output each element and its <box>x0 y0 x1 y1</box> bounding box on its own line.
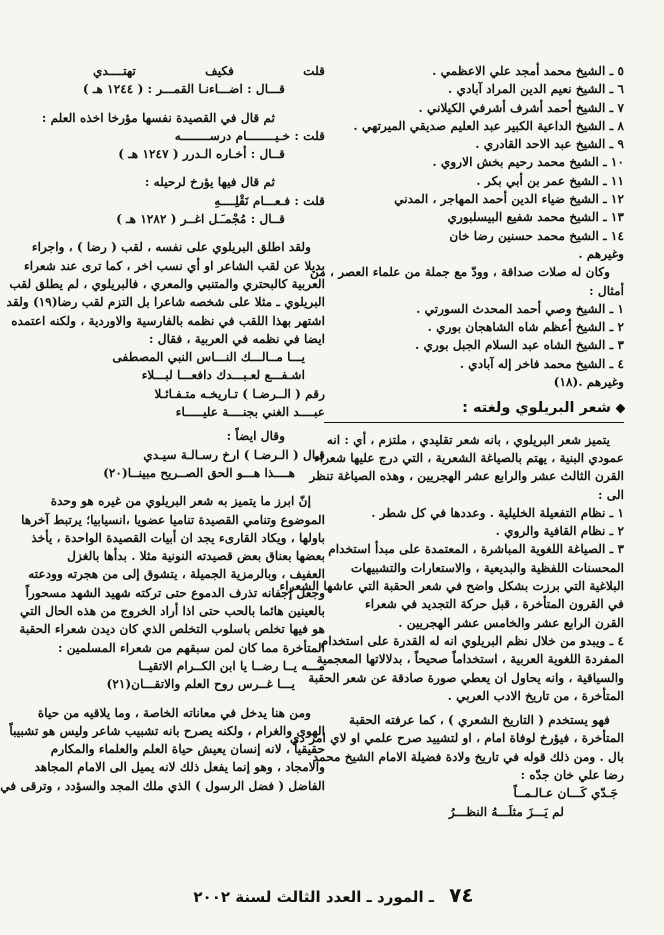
paragraph-line: المحسنات اللفظية والبديعية ، والاستعارات والتشبيهات <box>350 560 624 575</box>
paragraph-line: المتأخرة مما كان لمن سبقهم من شعراء المسلمين : <box>58 640 325 655</box>
paragraph-line: ثم قال في القصيدة نفسها مؤرخا اخذه العلم : <box>41 110 275 125</box>
section-title: شعر البريلوي ولغته : <box>462 400 611 417</box>
verse-block <box>33 348 325 421</box>
list-item: وغيرهم .(١٨) <box>553 375 624 390</box>
paragraph-line: ولقد اطلق البريلوي على نفسه ، لقب ( رضا ) ، واجراء <box>31 240 311 255</box>
paragraph-line: ومن هنا يدخل في معاناته الخاصة ، وما يلاقيه من حياة <box>37 705 311 720</box>
verse-block <box>324 784 624 821</box>
verse-line: هــــذا هـــو الحق الصــريح مبينــا(٢٠) <box>103 465 295 480</box>
paragraph-line: إنّ ابرز ما يتميز به شعر البريلوي من غيره هو وحدة <box>50 494 311 509</box>
verse-line: يـــا مــالـــك النـــاس النبي المصطفى <box>112 350 305 365</box>
verse-line: قلت : خـيــــــــام درســــــــه <box>174 128 325 143</box>
paragraph-line: ثم قال فيها يؤرخ لرحيله : <box>144 175 275 190</box>
paragraph-line: المتأخرة ، من تاريخ الادب العربي . <box>447 688 624 703</box>
list-item: ٢ ـ الشيخ أعظم شاه الشاهجان بوري . <box>427 320 624 335</box>
paragraph-line: الفاضل ( فضل الرسول ) الذي ملك المجد والسؤدد ، وترقى في <box>0 778 325 793</box>
left-column <box>0 62 325 795</box>
verse-line: مـــه يــا رضــا يا ابن الكــرام الاتقيــا <box>138 658 325 673</box>
paragraph-line: بعضها بعناق بعض قصيدته النونية مثلا . بدأها بالغزل <box>67 549 325 564</box>
verse-block <box>33 446 325 483</box>
paragraph-line: فهو يستخدم ( التاريخ الشعري ) ، كما عرفته الحقبة <box>349 713 610 728</box>
paragraph-line: وقال ايضاً : <box>226 429 285 444</box>
paragraph-line: هو فيها تخلص باسلوب التخلص الذي كان ديدن شعراء الحقبة <box>19 622 325 637</box>
verse-word: تهتــــدي <box>93 64 136 78</box>
verse-line: يـــا غــرس روح العلم والاتقـــان(٢١) <box>106 677 295 692</box>
list-item: ٦ ـ الشيخ نعيم الدين المراد آبادي . <box>448 82 624 97</box>
verse-line: رقم ( الــرضـا ) تـاريخـه متـفـائـلا <box>154 386 325 401</box>
paragraph-line: الى : <box>598 487 624 502</box>
paragraph-line: العربية كالبحتري والمتنبي والمعري ، فالبريلوي ، لم يطلق لقب <box>9 276 325 291</box>
paragraph-line: بالعينين هائما بالحب حتى اذا أراد الخروج من هذه الحال التي <box>20 604 325 619</box>
paragraph-line: أمثال : <box>589 283 624 298</box>
list-item: ٣ ـ الشيخ الشاه عبد السلام الجبل بوري . <box>414 338 624 353</box>
verse-line: قــال : مُجْمـَـل اغــر ( ١٢٨٢ هـ ) <box>116 212 285 227</box>
list-item: ١٤ ـ الشيخ محمد حسنين رضا خان <box>449 228 624 243</box>
paragraph-line: اشتهر بهذا اللقب في نظمه بالفارسية والاوردية ، ولكنه اعتمده <box>11 313 325 328</box>
list-item: ٥ ـ الشيخ محمد أمجد علي الاعظمي . <box>432 64 624 78</box>
list-item: ٨ ـ الشيخ الداعية الكبير عبد العليم صديقي الميرتهي . <box>353 118 624 133</box>
list-item: ٤ ـ ويبدو من خلال نظم البريلوي انه له القدرة على استخدام <box>320 633 624 648</box>
list-item: ٧ ـ الشيخ أحمد أشرف أشرفي الكيلاني . <box>418 100 624 115</box>
disciples-list <box>324 62 624 263</box>
verse-line: قــال : أخـاره الـدرر ( ١٢٤٧ هـ ) <box>118 147 285 162</box>
paragraph-line: والامجاد ، وهو إنما يفعل ذلك لانه يميل الى الامام المجاهد <box>34 760 325 775</box>
verse-line: قلت : فـعـــام نَقْلِــــهِ <box>214 193 325 208</box>
paragraph <box>19 492 325 657</box>
paragraph-line: المتأخرة ، فيؤرخ لوفاة امام ، او لتشييد صرح علمي او لاي امر ذي <box>290 731 624 746</box>
list-item: ١ ـ نظام التفعيلة الخليلية . وعددها في كل شطر . <box>371 505 624 520</box>
paragraph-line: في القرون المتأخرة ، قبل حركة التجديد في شعراء <box>365 597 624 612</box>
list-item: ١٣ ـ الشيخ محمد شفيع البيسلبوري <box>447 210 624 225</box>
paragraph-line: حقيقياً ، لانه إنسان يعيش حياة العلم والعلماء والمكارم <box>50 742 325 757</box>
paragraph-line: البلاغية التي برزت بشكل واضح في شعر الحقبة التي عاشها الشعراء <box>279 579 624 594</box>
verse-word: فكيف <box>205 64 234 78</box>
paragraph-line: باولها ، ويكاد القارىء يجد ان أبيات القصيدة الواحدة ، يأخذ <box>31 530 325 545</box>
verse-word: قلت <box>303 64 325 78</box>
list-item: ١٠ ـ الشيخ محمد رحيم بخش الاروي . <box>432 155 624 170</box>
paragraph <box>309 431 624 504</box>
verse-line: اشـفـــع لعـبـــدك دافعـــا لبـــلاء <box>141 368 305 383</box>
paragraph-line: والسياقية ، وانه يحاول ان يعطي صورة صادقة عن شعر الحقبة <box>308 670 624 685</box>
verse-line: جَـدّي كَـــان عـالـمــاً <box>513 786 618 801</box>
list-item: ٣ ـ الصياغة اللغوية المباشرة ، المعتمدة على مبدأ استخدام <box>328 542 624 557</box>
bullet-icon <box>616 404 626 414</box>
paragraph-line: العفيف ، وبالرمزية الجميلة ، يتشوق إلى من هجرته وودعته <box>28 567 325 582</box>
list-item: ١ ـ الشيخ وصي أحمد المحدث السورتي . <box>416 301 624 316</box>
verse-line: قـال ( الـرضـا ) ارخ رسـالـة سيـدي <box>143 447 325 462</box>
verse-line: لم يَـــزَ مثلَـــهُ النظـــرُ <box>448 804 564 819</box>
journal-issue: ـ المورد ـ العدد الثالث لسنة ٢٠٠٢ <box>193 888 434 906</box>
paragraph-line: ايضا في نظمه في العربية ، فقال : <box>149 331 325 346</box>
paragraph-line: وكان له صلات صداقة ، وودّ مع جملة من علماء العصر ، من <box>309 265 610 280</box>
paragraph-line: بديلا عن لقب الشاعر او أي نسب اخر ، كما ترى عند شعراء <box>24 258 325 273</box>
paragraph-line: وجعل إجفانه تذرف الدموع حتى تركته شهيد الشهد مسحوراً <box>25 585 325 600</box>
paragraph-line: القرن الثالث عشر والرابع عشر الهجريين ، وهذه الصياغة تنظر <box>309 469 624 484</box>
verse-line: قـــال : اضـــاءنـا القمـــر : ( ١٢٤٤ هـ ) <box>82 82 285 97</box>
paragraph-line: يتميز شعر البريلوي ، بانه شعر تقليدي ، ملتزم ، أي : انه <box>326 432 610 447</box>
paragraph-line: عمودي البنية ، يهتم بالصياغة الشعرية ، التي درج عليها شعراء <box>314 450 624 465</box>
paragraph-line: رضا علي خان جدّه : <box>520 767 624 782</box>
verse-block <box>33 657 325 694</box>
list-item: ٢ ـ نظام القافية والروي . <box>495 524 624 539</box>
points-list <box>279 504 624 705</box>
list-item: وغيرهم . <box>578 246 624 261</box>
paragraph <box>0 704 325 795</box>
page-number: ٧٤ <box>449 883 474 907</box>
paragraph-line: القرن الرابع عشر والخامس عشر الهجريين . <box>398 615 624 630</box>
section-heading <box>324 399 624 417</box>
list-item: ١٢ ـ الشيخ ضياء الدين أحمد المهاجر ، المدني <box>394 192 624 207</box>
paragraph-line: البريلوي ـ مثلا على شخصه شاعرا بل التزم لقب رضا(١٩) ولقد <box>6 295 325 310</box>
divider <box>324 422 624 423</box>
paragraph-line: الهوى والغرام ، ولكنه يصرح بانه تشبيب شاعر وليس هو تشبيباً <box>9 723 325 738</box>
verse-line: عبــــد الغني بجنــــة عليـــــاء <box>175 405 325 420</box>
paragraph-line: المفردة اللغوية العربية ، استخداماً صحيحاً ، بدلالاتها المعجمية <box>316 652 624 667</box>
list-item: ٩ ـ الشيخ عبد الاحد القادري . <box>475 137 624 152</box>
paragraph <box>6 238 325 348</box>
verse-line <box>33 62 325 80</box>
list-item: ٤ ـ الشيخ محمد فاخر إله آبادي . <box>459 356 624 371</box>
friends-list <box>324 300 624 391</box>
paragraph <box>290 711 624 784</box>
page-footer <box>3 883 664 907</box>
list-item: ١١ ـ الشيخ عمر بن أبي بكر . <box>476 173 624 188</box>
paragraph-line: الموضوع وتنامي القصيدة تناميا عضويا ،انسيابيا؛ يرتبط آخرها <box>21 512 325 527</box>
paragraph-line: بال . ومن ذلك قوله في تاريخ ولادة فضيلة الامام الشيخ محمد <box>312 749 624 764</box>
